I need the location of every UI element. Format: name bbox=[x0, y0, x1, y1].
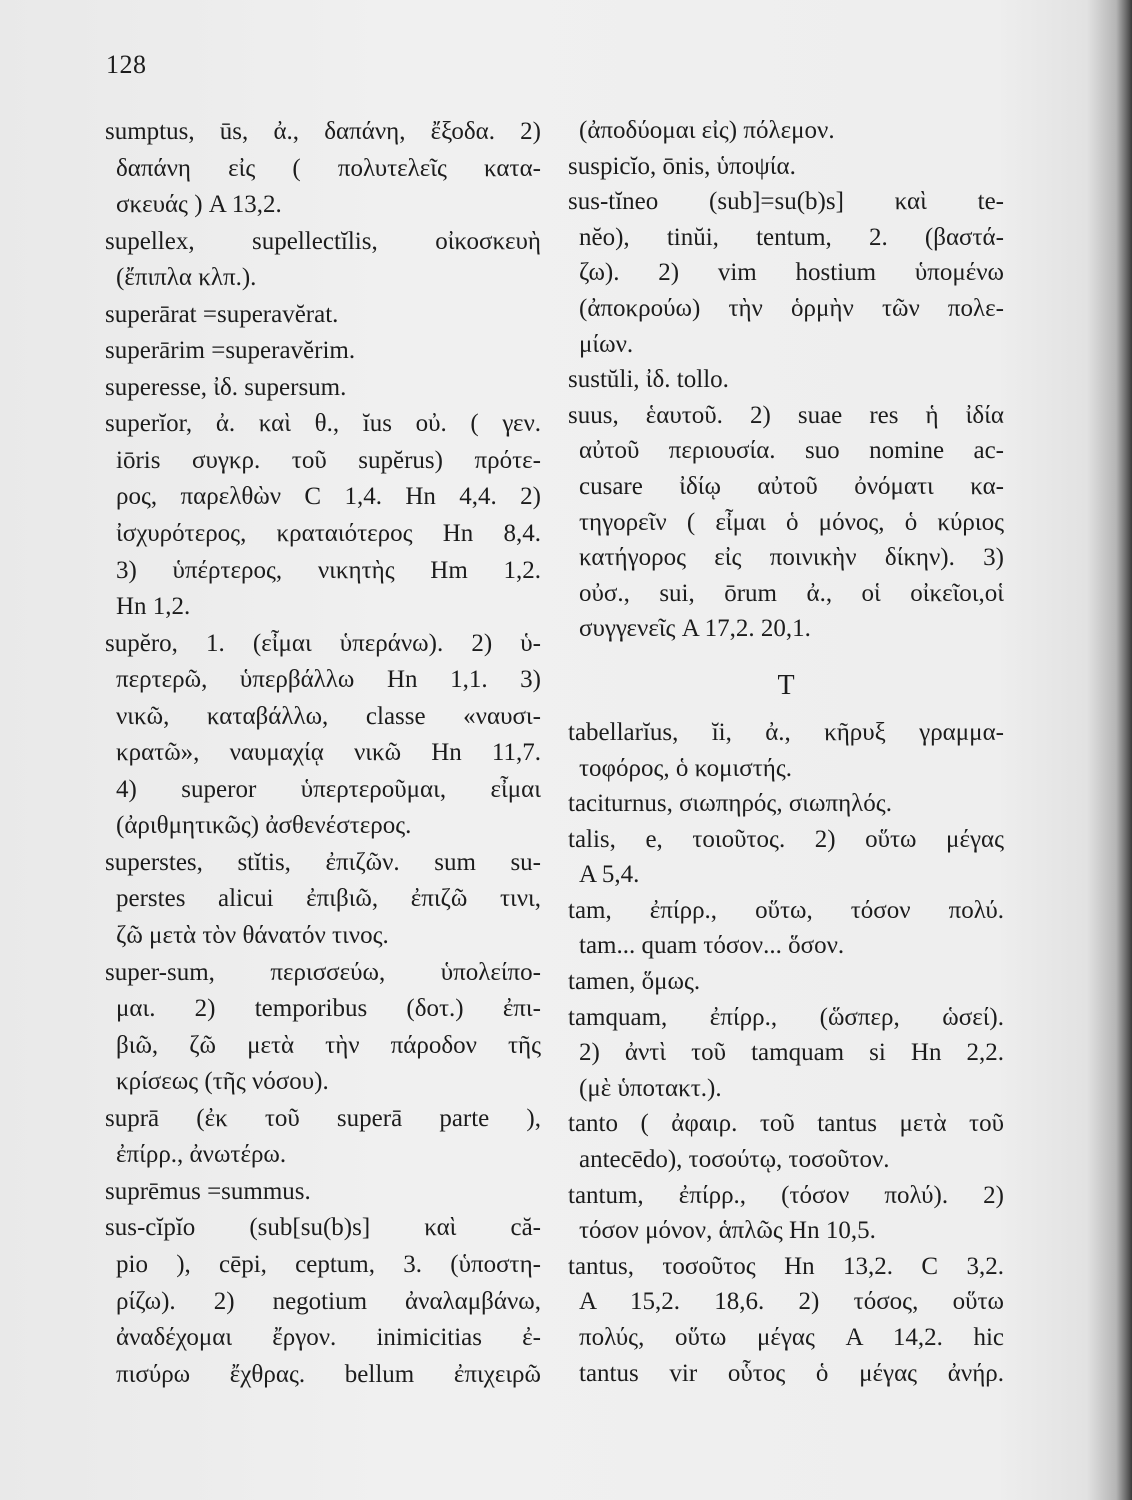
entry-line: suus, ἑαυτοῦ. 2) suae res ἡ ἰδία bbox=[568, 401, 1004, 429]
dictionary-entry bbox=[568, 398, 1004, 647]
entry-line: tam... quam τόσον... ὅσον. bbox=[579, 932, 845, 960]
entry-line: tamen, ὅμως. bbox=[568, 968, 701, 996]
left-column bbox=[105, 114, 541, 1393]
entry-line: τηγορεῖν ( εἶμαι ὁ μόνος, ὁ κύριος bbox=[579, 508, 1004, 536]
entry-line: supĕro, 1. (εἶμαι ὑπεράνω). 2) ὑ- bbox=[105, 629, 541, 657]
dictionary-entry bbox=[568, 822, 1004, 893]
entry-line: sus-tĭneo (sub]=su(b)s] καὶ te- bbox=[568, 188, 1004, 216]
entry-line: ρίζω). 2) negotium ἀναλαμβάνω, bbox=[116, 1287, 541, 1315]
entry-line: μίων. bbox=[579, 330, 634, 358]
entry-line: suprēmus =summus. bbox=[105, 1177, 311, 1205]
entry-line: πισύρω ἔχθρας. bellum ἐπιχειρῶ bbox=[116, 1360, 541, 1388]
entry-line: cusare ἰδίῳ αὐτοῦ ὀνόματι κα- bbox=[579, 472, 1004, 500]
entry-line: superārim =superavĕrim. bbox=[105, 337, 356, 365]
entry-line: τοφόρος, ὁ κομιστής. bbox=[579, 754, 793, 782]
entry-line: suprā (ἐκ τοῦ superā parte ), bbox=[105, 1104, 541, 1132]
dictionary-entry bbox=[568, 715, 1004, 786]
entry-line: superārat =superavĕrat. bbox=[105, 300, 339, 328]
entry-line: superĭor, ἀ. καὶ θ., ĭus οὐ. ( γεν. bbox=[105, 410, 541, 438]
right-column bbox=[568, 113, 1004, 1391]
entry-line: sumptus, ūs, ἀ., δαπάνη, ἔξοδα. 2) bbox=[105, 118, 541, 145]
dictionary-entry bbox=[105, 626, 541, 845]
entry-line: tamquam, ἐπίρρ., (ὥσπερ, ὡσεί). bbox=[568, 1003, 1004, 1031]
entry-line: ἰσχυρότερος, κραταιότερος Hn 8,4. bbox=[116, 520, 541, 548]
entry-line: antecēdo), τοσούτῳ, τοσοῦτον. bbox=[579, 1146, 890, 1174]
dictionary-entry bbox=[105, 114, 541, 224]
entry-line: ζω). 2) vim hostium ὑπομένω bbox=[579, 259, 1004, 287]
dictionary-entry bbox=[568, 362, 1004, 398]
entry-line: superstes, stĭtis, ἐπιζῶν. sum su- bbox=[105, 848, 541, 876]
entry-line: tabellarĭus, ĭi, ἀ., κῆρυξ γραμμα- bbox=[568, 718, 1004, 746]
entry-line: suspicĭo, ōnis, ὑποψία. bbox=[568, 152, 796, 180]
entry-line: οὐσ., sui, ōrum ἀ., οἱ οἰκεῖοι,οἱ bbox=[579, 579, 1004, 607]
entry-line: supellex, supellectĭlis, οἰκοσκευὴ bbox=[105, 227, 541, 255]
dictionary-entry bbox=[568, 1106, 1004, 1177]
entry-line: super-sum, περισσεύω, ὑπολείπο- bbox=[105, 958, 541, 986]
dictionary-entry bbox=[568, 113, 1004, 149]
entry-line: ἐπίρρ., ἀνωτέρω. bbox=[116, 1141, 287, 1169]
entry-line: (ἀποκρούω) τὴν ὁρμὴν τῶν πολε- bbox=[579, 294, 1004, 322]
dictionary-entry bbox=[568, 786, 1004, 822]
entry-line: περτερῶ, ὑπερβάλλω Hn 1,1. 3) bbox=[116, 666, 541, 694]
entry-line: κρατῶ», ναυμαχίᾳ νικῶ Hn 11,7. bbox=[116, 739, 541, 767]
entry-line: Hn 1,2. bbox=[116, 593, 191, 621]
dictionary-entry bbox=[568, 1249, 1004, 1391]
entry-line: νικῶ, καταβάλλω, classe «ναυσι- bbox=[116, 702, 541, 730]
entry-line: κατήγορος εἰς ποινικὴν δίκην). 3) bbox=[579, 544, 1004, 572]
entry-line: sustŭli, ἰδ. tollo. bbox=[568, 366, 729, 394]
entry-line: αὐτοῦ περιουσία. suo nomine ac- bbox=[579, 437, 1004, 465]
dictionary-entry bbox=[568, 893, 1004, 964]
entry-line: τόσον μόνον, ἁπλῶς Hn 10,5. bbox=[579, 1217, 876, 1245]
entry-line: pio ), cēpi, ceptum, 3. (ὑποστη- bbox=[116, 1250, 541, 1278]
dictionary-entry bbox=[105, 845, 541, 955]
entry-line: ἀναδέχομαι ἔργον. inimicitias ἐ- bbox=[116, 1324, 541, 1352]
section-letter-heading: T bbox=[777, 669, 795, 701]
entry-line: tam, ἐπίρρ., οὕτω, τόσον πολύ. bbox=[568, 896, 1004, 924]
page-number: 128 bbox=[106, 50, 147, 79]
entry-line: nĕo), tinŭi, tentum, 2. (βαστά- bbox=[579, 223, 1004, 251]
entry-line: superesse, ἰδ. supersum. bbox=[105, 373, 347, 401]
dictionary-entry bbox=[105, 370, 541, 407]
entry-line: βιῶ, ζῶ μετὰ τὴν πάροδον τῆς bbox=[116, 1031, 541, 1059]
dictionary-entry bbox=[568, 184, 1004, 362]
dictionary-entry bbox=[568, 964, 1004, 1000]
entry-line: A 15,2. 18,6. 2) τόσος, οὕτω bbox=[579, 1288, 1004, 1316]
entry-line: sus-cĭpĭo (sub[su(b)s] καὶ că- bbox=[105, 1214, 541, 1242]
entry-line: συγγενεῖς A 17,2. 20,1. bbox=[579, 615, 811, 643]
dictionary-entry bbox=[105, 955, 541, 1101]
entry-line: 4) superor ὑπερτεροῦμαι, εἶμαι bbox=[116, 775, 541, 803]
entry-line: κρίσεως (τῆς νόσου). bbox=[116, 1068, 329, 1096]
dictionary-entry bbox=[105, 406, 541, 625]
dictionary-entry bbox=[105, 297, 541, 334]
entry-line: A 5,4. bbox=[579, 861, 640, 889]
dictionary-entry bbox=[105, 1174, 541, 1211]
dictionary-entry bbox=[105, 1101, 541, 1174]
entry-line: μαι. 2) temporibus (δοτ.) ἐπι- bbox=[116, 995, 541, 1023]
dictionary-entry bbox=[568, 1178, 1004, 1249]
entry-line: tanto ( ἀφαιρ. τοῦ tantus μετὰ τοῦ bbox=[568, 1110, 1004, 1138]
dictionary-entry bbox=[568, 1000, 1004, 1107]
entry-line: tantum, ἐπίρρ., (τόσον πολύ). 2) bbox=[568, 1181, 1004, 1209]
dictionary-entry bbox=[105, 224, 541, 297]
dictionary-entry bbox=[568, 149, 1004, 185]
entry-line: (μὲ ὑποτακτ.). bbox=[579, 1074, 722, 1102]
entry-line: δαπάνη εἰς ( πολυτελεῖς κατα- bbox=[116, 154, 541, 182]
entry-line: perstes alicui ἐπιβιῶ, ἐπιζῶ τινι, bbox=[116, 885, 541, 913]
entry-line: tantus, τοσοῦτος Hn 13,2. C 3,2. bbox=[568, 1252, 1004, 1280]
entry-line: iōris συγκρ. τοῦ supĕrus) πρότε- bbox=[116, 446, 541, 474]
entry-line: ζῶ μετὰ τὸν θάνατόν τινος. bbox=[116, 922, 389, 950]
dictionary-entry bbox=[105, 1210, 541, 1393]
dictionary-entry bbox=[105, 333, 541, 370]
entry-line: ρος, παρελθὼν C 1,4. Hn 4,4. 2) bbox=[116, 483, 541, 511]
entry-line: taciturnus, σιωπηρός, σιωπηλός. bbox=[568, 790, 892, 818]
entry-line: (ἀριθμητικῶς) ἀσθενέστερος. bbox=[116, 812, 412, 840]
entry-line: σκευάς ) A 13,2. bbox=[116, 191, 282, 219]
entry-line: πολύς, οὕτω μέγας A 14,2. hic bbox=[579, 1324, 1004, 1351]
entry-line: (ἀποδύομαι εἰς) πόλεμον. bbox=[579, 117, 835, 144]
entry-line: 2) ἀντὶ τοῦ tamquam si Hn 2,2. bbox=[579, 1039, 1004, 1067]
entry-line: 3) ὑπέρτερος, νικητὴς Hm 1,2. bbox=[116, 556, 541, 584]
entry-line: (ἔπιπλα κλπ.). bbox=[116, 264, 257, 292]
entry-line: tantus vir οὗτος ὁ μέγας ἀνήρ. bbox=[579, 1359, 1004, 1387]
entry-line: talis, e, τοιοῦτος. 2) οὕτω μέγας bbox=[568, 825, 1004, 853]
